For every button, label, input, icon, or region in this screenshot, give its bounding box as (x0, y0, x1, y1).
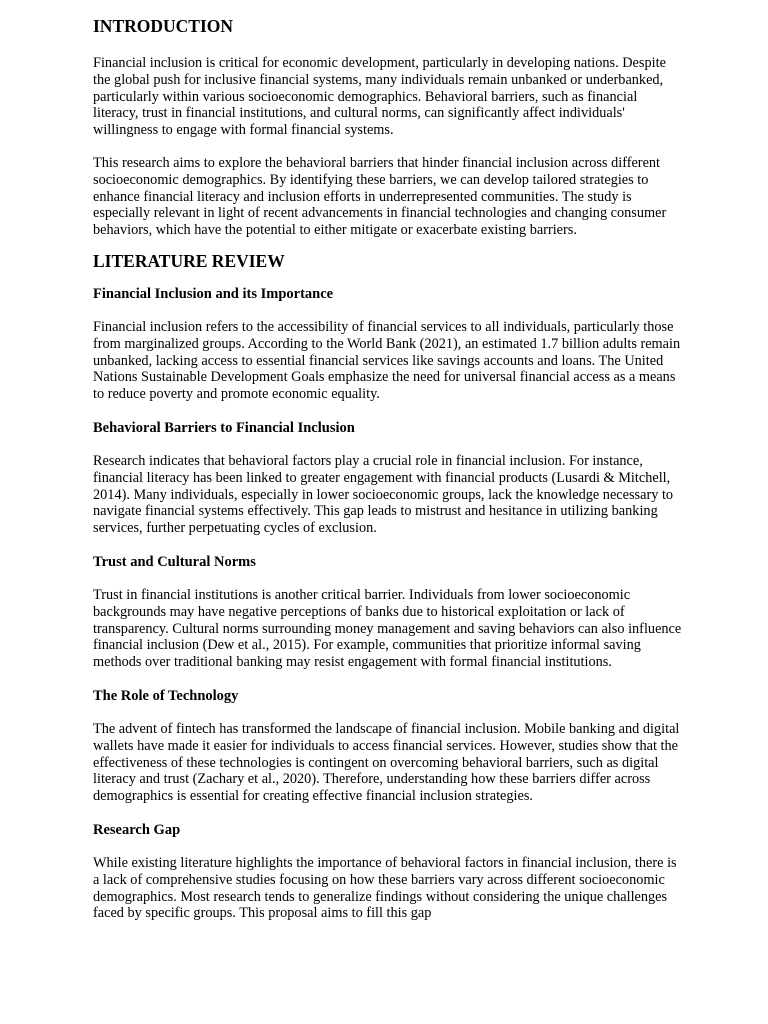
section-text-behavioral-barriers: Research indicates that behavioral factors play a crucial role in financial inclusion. For instance, financial literacy has been linked to greater engagement with financial products (Lusardi & Mitchell, 2014). Many individuals, especially in lower socioeconomic groups, lack the knowledge necessary to navigate financial systems effectively. This gap leads to mistrust and hesitance in utilizing banking services, further perpetuating cycles of exclusion. (93, 452, 674, 537)
section-title-financial-inclusion: Financial Inclusion and its Importance (93, 285, 334, 302)
section-text-role-of-technology: The advent of fintech has transformed the landscape of financial inclusion. Mobile banking and digital wallets have made it easier for individuals to access financial services. However, studies show that the effectiveness of these technologies is contingent on overcoming behavioral barriers, such as digital literacy and trust (Zachary et al., 2020). Therefore, understanding how these barriers differ across demographics is essential for creating effective financial inclusion strategies. (93, 720, 680, 805)
section-text-research-gap: While existing literature highlights the importance of behavioral factors in financial inclusion, there is a lack of comprehensive studies focusing on how these barriers vary across different socioeconomic demographics. Most research tends to generalize findings without considering the unique challenges faced by specific groups. This proposal aims to fill this gap (93, 854, 677, 922)
introduction-heading: INTRODUCTION (93, 16, 234, 36)
document-page (93, 14, 683, 922)
section-title-trust-cultural-norms: Trust and Cultural Norms (93, 553, 256, 570)
introduction-paragraph-2: This research aims to explore the behavioral barriers that hinder financial inclusion across different socioeconomic demographics. By identifying these barriers, we can develop tailored strategies to enhance financial literacy and inclusion efforts in underrepresented communities. The study is especially relevant in light of recent advancements in financial technologies and changing consumer behaviors, which have the potential to either mitigate or exacerbate existing barriers. (93, 154, 667, 239)
literature-review-heading: LITERATURE REVIEW (93, 250, 285, 271)
section-text-financial-inclusion: Financial inclusion refers to the accessibility of financial services to all individuals, particularly those from marginalized groups. According to the World Bank (2021), an estimated 1.7 billion adults remain unbanked, lacking access to essential financial services like savings accounts and loans. The United Nations Sustainable Development Goals emphasize the need for universal financial access as a means to reduce poverty and promote economic equality. (93, 318, 681, 403)
section-title-role-of-technology: The Role of Technology (93, 687, 239, 704)
section-title-research-gap: Research Gap (93, 821, 181, 838)
section-text-trust-cultural-norms: Trust in financial institutions is another critical barrier. Individuals from lower socioeconomic backgrounds may have negative perceptions of banks due to historical exploitation or lack of transparency. Cultural norms surrounding money management and saving behaviors can also influence financial inclusion (Dew et al., 2015). For example, communities that prioritize informal saving methods over traditional banking may resist engagement with formal financial institutions. (93, 586, 682, 671)
introduction-paragraph-1: Financial inclusion is critical for economic development, particularly in developing nations. Despite the global push for inclusive financial systems, many individuals remain unbanked or underbanked, particularly within various socioeconomic demographics. Behavioral barriers, such as financial literacy, trust in financial institutions, and cultural norms, can significantly affect individuals' willingness to engage with formal financial systems. (93, 55, 666, 139)
section-title-behavioral-barriers: Behavioral Barriers to Financial Inclusion (93, 419, 355, 436)
